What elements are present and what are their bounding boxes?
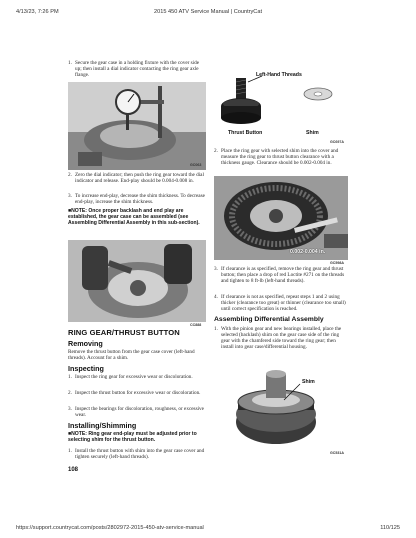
left-hand-threads-callout: Left-Hand Threads	[256, 72, 302, 78]
inspect-step-1	[68, 374, 206, 380]
step-text: Secure the gear case in a holding fixture with the cover side up; then install a dial indicator contacting the ring gear axle flange.	[75, 60, 200, 79]
left-step-3	[68, 193, 206, 205]
differential-shim-callout: Shim	[302, 379, 315, 385]
assembling-heading: Assembling Differential Assembly	[214, 316, 324, 323]
step-text: If clearance is not as specified, repeat steps 1 and 2 using thicker (clearance too great) or thinner (clearance too small) until correct specification is reached.	[221, 294, 346, 313]
step-number: 3.	[68, 193, 72, 199]
manual-page-number: 108	[68, 467, 79, 473]
shim-callout: Shim	[306, 130, 319, 136]
figure-code: GC697A	[330, 140, 344, 144]
figure-code: GC531A	[330, 451, 344, 455]
left-step-1	[68, 60, 206, 78]
step-number: 4.	[214, 294, 218, 300]
browser-print-footer	[0, 520, 416, 538]
inspect-step-3	[68, 406, 206, 418]
inspecting-heading: Inspecting	[68, 364, 104, 373]
install-step-1	[68, 448, 206, 460]
step-text: Place the ring gear with selected shim into the cover and measure the ring gear to thrust button clearance with a thickness gauge. Clearance should be 0.002-0.004 in.	[221, 148, 339, 167]
step-text: With the pinion gear and new bearings installed, place the selected (backlash) shim on the gear case side of the ring gear with the chamfered side toward the ring gear; then install into gear case/differential housing.	[221, 326, 342, 351]
step-text: Inspect the bearings for discoloration, roughness, or excessive wear.	[75, 406, 204, 419]
step-text: If clearance is as specified, remove the ring gear and thrust button; then place a drop of red Loctite #271 on the threads and tighten to 8 ft-lb (left-hand threads).	[221, 266, 345, 285]
print-page-counter: 110/125	[380, 525, 400, 531]
removing-text: Remove the thrust button from the gear case cover (left-hand threads). Account for a shim.	[68, 349, 195, 362]
print-page-title: 2015 450 ATV Service Manual | CountryCat	[154, 9, 262, 15]
step-text: Inspect the ring gear for excessive wear or discoloration.	[75, 374, 193, 380]
print-timestamp: 4/13/23, 7:26 PM	[16, 9, 59, 15]
step-text: Zero the dial indicator; then push the ring gear toward the dial indicator and release. End-play should be 0.004-0.008 in.	[75, 172, 204, 185]
thrust-button-removal-photo	[68, 240, 206, 322]
clearance-callout: 0.002-0.004 in.	[290, 249, 326, 255]
thrust-button-callout: Thrust Button	[228, 130, 263, 136]
left-step-2	[68, 172, 206, 184]
right-step-3	[214, 266, 348, 284]
dial-indicator-photo	[68, 82, 206, 170]
removing-heading: Removing	[68, 339, 103, 348]
step-number: 2.	[214, 148, 218, 154]
step-text: To increase end-play, decrease the shim thickness. To decrease end-play, increase the shim thickness.	[75, 193, 205, 206]
step-number: 1.	[214, 326, 218, 332]
step-number: 2.	[68, 390, 72, 396]
differential-shim-photo	[214, 360, 348, 456]
thickness-gauge-photo	[214, 176, 348, 260]
figure-code: GC598A	[330, 261, 344, 265]
step-number: 2.	[68, 172, 72, 178]
backlash-note: ■NOTE: Once proper backlash and end play are established, the gear case can be assembled (see Assembling Differential Assembly in this sub-section).	[68, 208, 200, 227]
step-number: 3.	[68, 406, 72, 412]
section-title: RING GEAR/THRUST BUTTON	[68, 328, 180, 337]
step-number: 1.	[68, 60, 72, 66]
step-number: 1.	[68, 374, 72, 380]
step-number: 1.	[68, 448, 72, 454]
figure-code: GC063	[190, 163, 202, 167]
print-url: https://support.countrycat.com/posts/2802972-2015-450-atv-service-manual	[16, 525, 204, 531]
assembly-step-1	[214, 326, 348, 350]
inspect-step-2	[68, 390, 206, 396]
figure-code: CC888	[190, 323, 202, 327]
right-step-2	[214, 148, 348, 166]
step-text: Install the thrust button with shim into the gear case cover and tighten securely (left-hand threads).	[75, 448, 205, 461]
step-number: 3.	[214, 266, 218, 272]
step-text: Inspect the thrust button for excessive wear or discoloration.	[75, 390, 201, 396]
end-play-note: ■NOTE: Ring gear end-play must be adjusted prior to selecting shim for the thrust button.	[68, 431, 197, 444]
right-step-4	[214, 294, 348, 312]
installing-heading: Installing/Shimming	[68, 421, 137, 430]
